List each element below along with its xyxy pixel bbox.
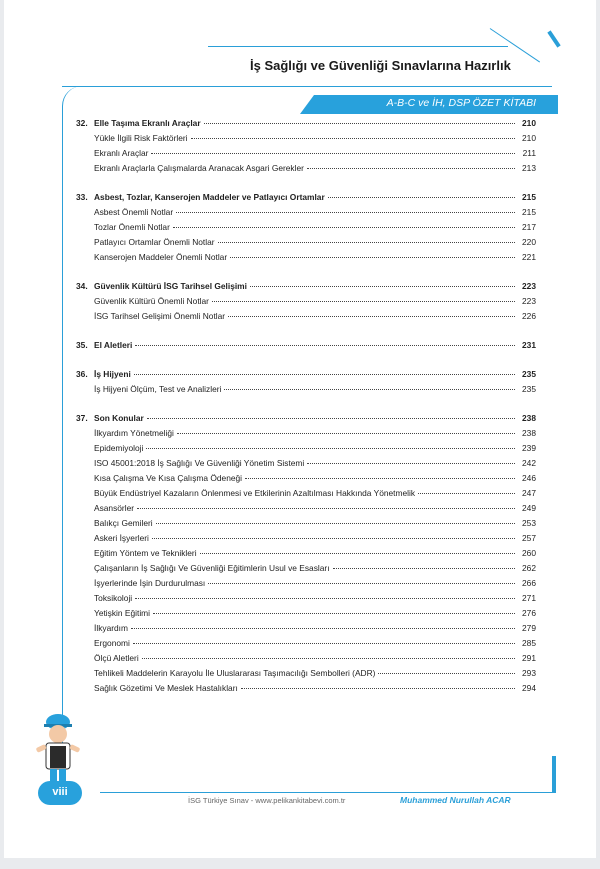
item-page: 239 (522, 443, 536, 453)
chapter-number: 36. (76, 369, 88, 379)
chapter-page: 231 (522, 340, 536, 350)
item-page: 279 (522, 623, 536, 633)
dot-leader (204, 123, 515, 124)
toc-item-row[interactable] (76, 608, 536, 623)
dot-leader (133, 643, 515, 644)
toc-item-row[interactable] (76, 311, 536, 326)
toc-item-row[interactable] (76, 384, 536, 399)
toc-item-row[interactable] (76, 533, 536, 548)
toc-chapter-row[interactable] (76, 192, 536, 207)
toc-item-row[interactable] (76, 578, 536, 593)
item-title: Kısa Çalışma Ve Kısa Çalışma Ödeneği (94, 473, 243, 483)
toc-item-row[interactable] (76, 563, 536, 578)
item-title: ISO 45001:2018 İş Sağlığı Ve Güvenliği Yönetim Sistemi (94, 458, 305, 468)
dot-leader (241, 688, 515, 689)
dot-leader (152, 538, 515, 539)
item-title: Patlayıcı Ortamlar Önemli Notlar (94, 237, 215, 247)
item-title: İSG Tarihsel Gelişimi Önemli Notlar (94, 311, 226, 321)
toc-item-row[interactable] (76, 133, 536, 148)
item-title: Ekranlı Araçlarla Çalışmalarda Aranacak Asgari Gerekler (94, 163, 304, 173)
toc-chapter-row[interactable] (76, 369, 536, 384)
toc-item-row[interactable] (76, 488, 536, 503)
item-title: İlkyardım (94, 623, 128, 633)
item-page: 257 (522, 533, 536, 543)
item-page: 238 (522, 428, 536, 438)
toc-section (76, 413, 536, 698)
toc-section (76, 369, 536, 399)
toc-item-row[interactable] (76, 503, 536, 518)
dot-leader (177, 433, 515, 434)
dot-leader (147, 418, 515, 419)
chapter-title: Güvenlik Kültürü İSG Tarihsel Gelişimi (94, 281, 247, 291)
toc-item-row[interactable] (76, 473, 536, 488)
mascot-worker-icon (28, 712, 88, 786)
item-page: 223 (522, 296, 536, 306)
chapter-title: Son Konular (94, 413, 144, 423)
dot-leader (151, 153, 515, 154)
header-line (208, 46, 508, 47)
item-page: 260 (522, 548, 536, 558)
frame-bottom-line (100, 792, 556, 793)
item-title: Toksikoloji (94, 593, 133, 603)
item-page: 293 (522, 668, 536, 678)
chapter-page: 223 (522, 281, 536, 291)
toc-item-row[interactable] (76, 518, 536, 533)
toc-chapter-row[interactable] (76, 118, 536, 133)
chapter-title: Elle Taşıma Ekranlı Araçlar (94, 118, 201, 128)
dot-leader (191, 138, 515, 139)
item-title: Sağlık Gözetimi Ve Meslek Hastalıkları (94, 683, 238, 693)
dot-leader (245, 478, 515, 479)
toc-chapter-row[interactable] (76, 281, 536, 296)
chapter-title: Asbest, Tozlar, Kanserojen Maddeler ve Patlayıcı Ortamlar (94, 192, 325, 202)
toc-item-row[interactable] (76, 683, 536, 698)
toc-item-row[interactable] (76, 252, 536, 267)
toc-chapter-row[interactable] (76, 413, 536, 428)
dot-leader (333, 568, 515, 569)
dot-leader (142, 658, 515, 659)
dot-leader (212, 301, 515, 302)
chapter-number: 32. (76, 118, 88, 128)
item-title: Yetişkin Eğitimi (94, 608, 151, 618)
dot-leader (146, 448, 515, 449)
dot-leader (156, 523, 515, 524)
dot-leader (307, 168, 515, 169)
item-title: Eğitim Yöntem ve Teknikleri (94, 548, 197, 558)
item-page: 235 (522, 384, 536, 394)
dot-leader (131, 628, 515, 629)
item-title: Tozlar Önemli Notlar (94, 222, 170, 232)
toc-chapter-row[interactable] (76, 340, 536, 355)
bottom-right-accent (552, 756, 556, 792)
item-page: 249 (522, 503, 536, 513)
dot-leader (153, 613, 515, 614)
item-page: 210 (522, 133, 536, 143)
dot-leader (218, 242, 515, 243)
page-number: viii (52, 786, 68, 798)
toc-item-row[interactable] (76, 296, 536, 311)
toc-item-row[interactable] (76, 458, 536, 473)
table-of-contents (76, 118, 536, 712)
item-title: Epidemiyoloji (94, 443, 144, 453)
item-title: Ölçü Aletleri (94, 653, 139, 663)
item-page: 217 (522, 222, 536, 232)
item-page: 211 (522, 148, 536, 158)
item-title: İşyerlerinde İşin Durdurulması (94, 578, 206, 588)
item-page: 221 (522, 252, 536, 262)
dot-leader (328, 197, 515, 198)
chapter-title: El Aletleri (94, 340, 133, 350)
toc-item-row[interactable] (76, 593, 536, 608)
toc-item-row[interactable] (76, 428, 536, 443)
item-title: İş Hijyeni Ölçüm, Test ve Analizleri (94, 384, 222, 394)
dot-leader (307, 463, 515, 464)
item-page: 266 (522, 578, 536, 588)
item-page: 213 (522, 163, 536, 173)
dot-leader (418, 493, 515, 494)
chapter-page: 210 (522, 118, 536, 128)
dot-leader (137, 508, 515, 509)
toc-item-row[interactable] (76, 443, 536, 458)
header-subtitle: A-B-C ve İH, DSP ÖZET KİTABI (386, 97, 536, 109)
item-title: Askeri İşyerleri (94, 533, 149, 543)
toc-item-row[interactable] (76, 653, 536, 668)
item-title: İlkyardım Yönetmeliği (94, 428, 174, 438)
item-page: 220 (522, 237, 536, 247)
item-page: 253 (522, 518, 536, 528)
dot-leader (176, 212, 515, 213)
dot-leader (250, 286, 515, 287)
dot-leader (135, 598, 515, 599)
toc-item-row[interactable] (76, 638, 536, 653)
item-page: 246 (522, 473, 536, 483)
chapter-title: İş Hijyeni (94, 369, 131, 379)
dot-leader (134, 374, 515, 375)
dot-leader (200, 553, 515, 554)
item-title: Büyük Endüstriyel Kazaların Önlenmesi ve Etkilerinin Azaltılması Hakkında Yönetmelik (94, 488, 416, 498)
chapter-number: 34. (76, 281, 88, 291)
item-page: 285 (522, 638, 536, 648)
item-page: 276 (522, 608, 536, 618)
item-title: Balıkçı Gemileri (94, 518, 153, 528)
item-title: Ergonomi (94, 638, 130, 648)
dot-leader (173, 227, 515, 228)
item-title: Asbest Önemli Notlar (94, 207, 174, 217)
item-title: Tehlikeli Maddelerin Karayolu İle Uluslararası Taşımacılığı Sembolleri (ADR) (94, 668, 376, 678)
toc-item-row[interactable] (76, 237, 536, 252)
item-page: 294 (522, 683, 536, 693)
frame-top-line (62, 86, 552, 87)
chapter-number: 33. (76, 192, 88, 202)
item-page: 215 (522, 207, 536, 217)
dot-leader (135, 345, 515, 346)
toc-item-row[interactable] (76, 148, 536, 163)
item-title: Asansörler (94, 503, 135, 513)
item-title: Yükle İlgili Risk Faktörleri (94, 133, 188, 143)
dot-leader (208, 583, 515, 584)
chapter-number: 35. (76, 340, 88, 350)
dot-leader (228, 316, 515, 317)
footer-author: Muhammed Nurullah ACAR (400, 795, 511, 805)
chapter-page: 238 (522, 413, 536, 423)
item-title: Güvenlik Kültürü Önemli Notlar (94, 296, 209, 306)
dot-leader (378, 673, 515, 674)
toc-section (76, 192, 536, 267)
item-page: 262 (522, 563, 536, 573)
item-title: Ekranlı Araçlar (94, 148, 149, 158)
toc-item-row[interactable] (76, 207, 536, 222)
toc-item-row[interactable] (76, 668, 536, 683)
item-page: 271 (522, 593, 536, 603)
item-page: 242 (522, 458, 536, 468)
item-title: Kanserojen Maddeler Önemli Notlar (94, 252, 228, 262)
footer-website: İSG Türkiye Sınav - www.pelikankitabevi.com.tr (188, 796, 346, 805)
toc-item-row[interactable] (76, 163, 536, 178)
item-page: 291 (522, 653, 536, 663)
chapter-page: 235 (522, 369, 536, 379)
header-title: İş Sağlığı ve Güvenliği Sınavlarına Hazırlık (250, 58, 511, 73)
chapter-number: 37. (76, 413, 88, 423)
item-page: 226 (522, 311, 536, 321)
page-number-badge (38, 781, 82, 805)
toc-item-row[interactable] (76, 548, 536, 563)
item-page: 247 (522, 488, 536, 498)
dot-leader (224, 389, 515, 390)
toc-item-row[interactable] (76, 623, 536, 638)
toc-section (76, 281, 536, 326)
toc-item-row[interactable] (76, 222, 536, 237)
toc-section (76, 340, 536, 355)
dot-leader (230, 257, 515, 258)
item-title: Çalışanların İş Sağlığı Ve Güvenliği Eğitimlerin Usul ve Esasları (94, 563, 330, 573)
chapter-page: 215 (522, 192, 536, 202)
toc-section (76, 118, 536, 178)
